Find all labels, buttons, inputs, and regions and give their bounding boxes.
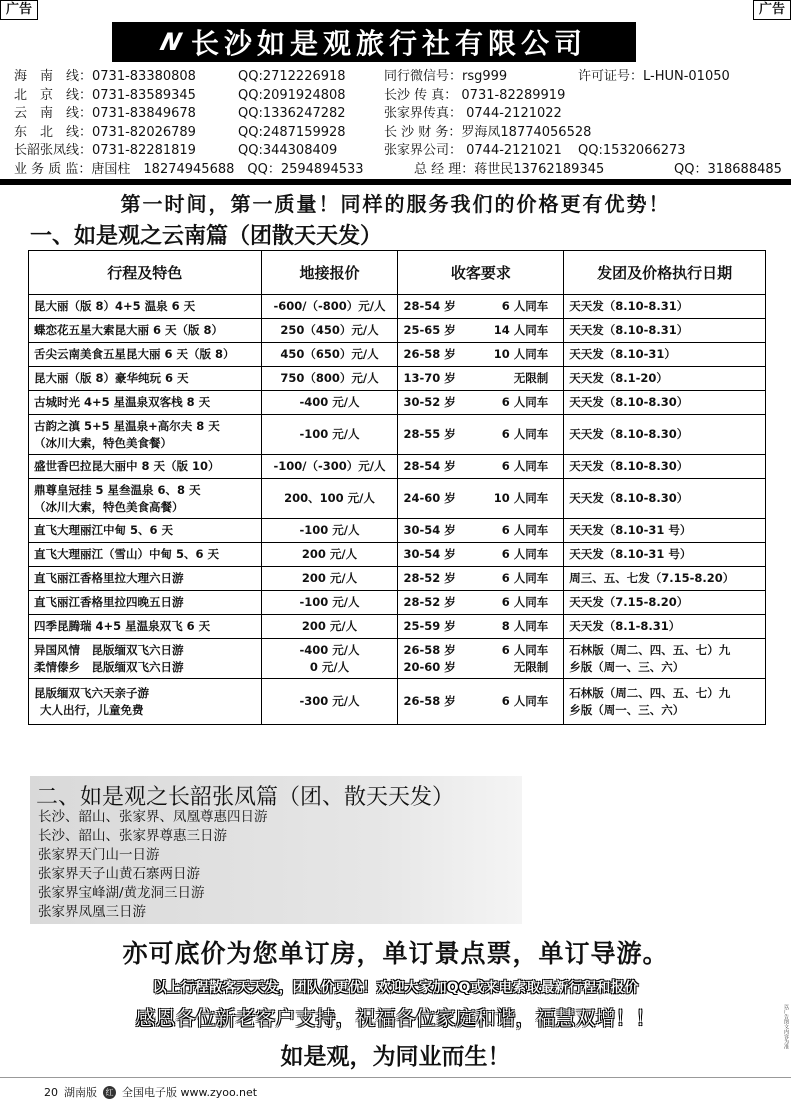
promo-motto: 如是观，为同业而生！	[280, 1043, 511, 1070]
table-row	[29, 367, 766, 391]
ad-tag-right: 广告	[753, 0, 791, 20]
contact-extra: 张家界传真： 0744-2121022	[384, 106, 562, 121]
divider-bar	[0, 179, 791, 185]
contact-qq-extra: QQ:1532066273	[578, 143, 686, 158]
trip-price: -100 元/人	[261, 591, 398, 615]
general-manager-qq: QQ：318688485	[674, 161, 782, 177]
date-line: 石林版（周二、四、五、七）九	[569, 642, 731, 657]
group-size: 6 人同车	[501, 299, 549, 313]
column-header: 地接报价	[261, 251, 398, 295]
section2-list	[38, 808, 268, 922]
trip-price: 250（450）元/人	[261, 319, 398, 343]
edition-label: 湖南版	[64, 1086, 97, 1099]
date-line: 乡版（周一、三、六）	[569, 702, 685, 717]
trip-date	[564, 639, 766, 679]
age-range: 24-60 岁	[403, 491, 456, 505]
contact-row	[14, 142, 784, 161]
contact-row	[14, 105, 784, 124]
trip-name: 昆大丽（版 8）豪华纯玩 6 天	[29, 367, 262, 391]
group-size: 8 人同车	[501, 619, 549, 633]
trip-requirement	[398, 591, 564, 615]
table-row	[29, 543, 766, 567]
trip-name-line: 昆版缅双飞六天亲子游	[34, 685, 149, 700]
list-item: 张家界宝峰湖/黄龙洞三日游	[38, 885, 205, 901]
promo-notice: 以上行程散客天天发，团队价更优！欢迎大家加QQ或来电索取最新行程和报价	[152, 980, 639, 996]
age-range: 28-52 岁	[403, 571, 456, 585]
group-size: 14 人同车	[493, 323, 549, 337]
age-range: 28-54 岁	[403, 459, 456, 473]
table-row	[29, 455, 766, 479]
contact-extra: 长 沙 财 务：罗海凤18774056528	[384, 124, 592, 140]
section2-title: 二、如是观之长韶张凤篇（团、散天天发）	[36, 785, 455, 810]
trip-price: -300 元/人	[261, 679, 398, 725]
section1-title: 一、如是观之云南篇（团散天天发）	[30, 224, 383, 249]
trip-price: 750（800）元/人	[261, 367, 398, 391]
contact-line: 海 南 线：0731-83380808	[14, 69, 196, 84]
promo-headline: 亦可底价为您单订房，单订景点票，单订导游。	[122, 939, 669, 968]
contact-line: 北 京 线：0731-83589345	[14, 87, 196, 103]
table-row	[29, 591, 766, 615]
quality-supervisor: 业 务 质 监：唐国柱 18274945688 QQ：2594894533	[14, 161, 364, 177]
contact-extra: 长沙 传 真： 0731-82289919	[384, 87, 566, 103]
table-row	[29, 519, 766, 543]
age-range: 28-54 岁	[403, 299, 456, 313]
age-range: 30-54 岁	[403, 523, 456, 537]
trip-requirement	[398, 367, 564, 391]
contact-line: 长韶张凤线：0731-82281819	[14, 143, 196, 158]
trip-name	[29, 639, 262, 679]
trip-price: -100 元/人	[261, 519, 398, 543]
trip-date: 天天发（8.10-8.30）	[564, 391, 766, 415]
trip-date: 天天发（8.1-8.31）	[564, 615, 766, 639]
trip-price: -100/（-300）元/人	[261, 455, 398, 479]
table-row	[29, 679, 766, 725]
age-range: 26-58 岁	[403, 694, 456, 708]
trip-name	[29, 679, 262, 725]
trip-name-line: （冰川大索，特色美食餐）	[34, 435, 172, 450]
trip-price: 200、100 元/人	[261, 479, 398, 519]
trip-requirement	[398, 455, 564, 479]
list-item: 张家界凤凰三日游	[38, 904, 146, 920]
contact-license: 许可证号：L-HUN-01050	[578, 69, 730, 84]
contact-qq: QQ:1336247282	[238, 106, 346, 121]
trip-name-line: 柔情傣乡 昆版缅双飞六日游	[34, 659, 184, 674]
company-name: 长沙如是观旅行社有限公司	[191, 27, 588, 60]
age-range: 26-58 岁	[403, 642, 456, 657]
trip-price: -400 元/人	[261, 391, 398, 415]
supervisor-row	[14, 161, 784, 180]
trip-price: 200 元/人	[261, 567, 398, 591]
table-row	[29, 615, 766, 639]
contact-extra: 同行微信号：rsg999	[384, 69, 508, 84]
contact-block	[14, 68, 784, 179]
general-manager: 总 经 理：蒋世民13762189345	[414, 161, 605, 177]
tour-price-table	[28, 250, 766, 725]
trip-date: 周三、五、七发（7.15-8.20）	[564, 567, 766, 591]
contact-qq: QQ:2712226918	[238, 69, 346, 84]
age-range: 26-58 岁	[403, 347, 456, 361]
price-line: 0 元/人	[309, 659, 350, 674]
trip-name: 蝶恋花五星大索昆大丽 6 天（版 8）	[29, 319, 262, 343]
column-header: 行程及特色	[29, 251, 262, 295]
trip-requirement	[398, 479, 564, 519]
trip-date: 天天发（8.10-8.30）	[564, 479, 766, 519]
age-range: 30-52 岁	[403, 395, 456, 409]
trip-name: 直飞大理丽江（雪山）中甸 5、6 天	[29, 543, 262, 567]
group-size: 6 人同车	[501, 395, 549, 409]
promo-thanks: 感恩各位新老客户支持，祝福各位家庭和谐，福慧双增！！	[135, 1006, 656, 1030]
group-size: 6 人同车	[501, 571, 549, 585]
trip-date: 天天发（8.10-8.31）	[564, 319, 766, 343]
page-footer	[44, 1084, 257, 1100]
price-line: -400 元/人	[299, 642, 360, 657]
trip-requirement	[398, 343, 564, 367]
contact-line: 东 北 线：0731-82026789	[14, 124, 196, 140]
trip-requirement	[398, 415, 564, 455]
trip-name: 昆大丽（版 8）4+5 温泉 6 天	[29, 295, 262, 319]
trip-date: 天天发（8.10-8.30）	[564, 415, 766, 455]
trip-name-line: 古韵之滇 5+5 星温泉+高尔夫 8 天	[34, 418, 220, 433]
contact-row	[14, 68, 784, 87]
trip-requirement	[398, 615, 564, 639]
trip-requirement	[398, 319, 564, 343]
trip-requirement	[398, 519, 564, 543]
column-header: 收客要求	[398, 251, 564, 295]
trip-price	[261, 639, 398, 679]
trip-date	[564, 679, 766, 725]
age-range: 20-60 岁	[403, 659, 456, 674]
page-number: 20	[44, 1085, 58, 1099]
trip-name: 盛世香巴拉昆大丽中 8 天（版 10）	[29, 455, 262, 479]
trip-name-line: 大人出行，儿童免费	[40, 702, 144, 717]
trip-name: 直飞大理丽江中甸 5、6 天	[29, 519, 262, 543]
contact-qq: QQ:344308409	[238, 143, 338, 158]
date-line: 石林版（周二、四、五、七）九	[569, 685, 731, 700]
company-banner	[112, 22, 636, 62]
trip-name-line: 异国风情 昆版缅双飞六日游	[34, 642, 184, 657]
age-range: 28-52 岁	[403, 595, 456, 609]
trip-price: 200 元/人	[261, 615, 398, 639]
trip-requirement	[398, 295, 564, 319]
list-item: 张家界天子山黄石寨两日游	[38, 866, 200, 882]
table-row	[29, 479, 766, 519]
trip-date: 天天发（8.10-31 号）	[564, 519, 766, 543]
table-row	[29, 319, 766, 343]
group-size: 无限制	[513, 371, 549, 385]
trip-requirement	[398, 391, 564, 415]
table-row	[29, 639, 766, 679]
contact-extra: 张家界公司： 0744-2121021	[384, 143, 562, 158]
trip-date: 天天发（8.1-20）	[564, 367, 766, 391]
group-size: 10 人同车	[493, 491, 549, 505]
trip-name: 四季昆腾瑞 4+5 星温泉双飞 6 天	[29, 615, 262, 639]
age-range: 30-54 岁	[403, 547, 456, 561]
slogan: 第一时间，第一质量！同样的服务我们的价格更有优势！	[120, 192, 671, 216]
trip-requirement	[398, 543, 564, 567]
edition-badge-icon: 红	[103, 1086, 116, 1099]
table-header-row	[29, 251, 766, 295]
contact-line: 云 南 线：0731-83849678	[14, 106, 196, 121]
trip-requirement	[398, 639, 564, 679]
trip-name	[29, 415, 262, 455]
contact-row	[14, 87, 784, 106]
trip-requirement	[398, 679, 564, 725]
group-size: 6 人同车	[501, 642, 549, 657]
trip-date: 天天发（8.10-8.30）	[564, 455, 766, 479]
trip-price: 200 元/人	[261, 543, 398, 567]
column-header: 发团及价格执行日期	[564, 251, 766, 295]
table-row	[29, 415, 766, 455]
trip-name: 舌尖云南美食五星昆大丽 6 天（版 8）	[29, 343, 262, 367]
table-row	[29, 295, 766, 319]
group-size: 6 人同车	[501, 595, 549, 609]
group-size: 10 人同车	[493, 347, 549, 361]
age-range: 25-65 岁	[403, 323, 456, 337]
trip-price: -600/（-800）元/人	[261, 295, 398, 319]
age-range: 25-59 岁	[403, 619, 456, 633]
trip-price: 450（650）元/人	[261, 343, 398, 367]
list-item: 长沙、韶山、张家界、凤凰尊惠四日游	[38, 809, 268, 825]
ad-tag-left: 广告	[0, 0, 38, 20]
trip-date: 天天发（8.10-31 号）	[564, 543, 766, 567]
trip-date: 天天发（7.15-8.20）	[564, 591, 766, 615]
trip-name-line: （冰川大索，特色美食高餐）	[34, 499, 184, 514]
footer-divider	[0, 1077, 791, 1078]
list-item: 长沙、韶山、张家界尊惠三日游	[38, 828, 227, 844]
date-line: 乡版（周一、三、六）	[569, 659, 685, 674]
trip-name	[29, 479, 262, 519]
age-range: 13-70 岁	[403, 371, 456, 385]
contact-qq: QQ:2487159928	[238, 124, 346, 140]
trip-date: 天天发（8.10-31）	[564, 343, 766, 367]
trip-name: 直飞丽江香格里拉四晚五日游	[29, 591, 262, 615]
trip-name: 古城时光 4+5 星温泉双客栈 8 天	[29, 391, 262, 415]
trip-price: -100 元/人	[261, 415, 398, 455]
group-size: 6 人同车	[501, 427, 549, 441]
website-link[interactable]: 全国电子版 www.zyoo.net	[122, 1086, 258, 1099]
age-range: 28-55 岁	[403, 427, 456, 441]
trip-name: 直飞丽江香格里拉大理六日游	[29, 567, 262, 591]
group-size: 6 人同车	[501, 694, 549, 708]
group-size: 6 人同车	[501, 523, 549, 537]
contact-qq: QQ:2091924808	[238, 87, 346, 103]
trip-requirement	[398, 567, 564, 591]
trip-name-line: 鼎尊皇冠挂 5 星叁温泉 6、8 天	[34, 482, 201, 497]
contact-row	[14, 124, 784, 143]
group-size: 无限制	[513, 659, 549, 674]
table-row	[29, 567, 766, 591]
trip-date: 天天发（8.10-8.31）	[564, 295, 766, 319]
group-size: 6 人同车	[501, 547, 549, 561]
company-logo-icon: N	[157, 28, 185, 56]
table-row	[29, 391, 766, 415]
side-note: 以广告图文内容为准	[783, 1004, 789, 1049]
group-size: 6 人同车	[501, 459, 549, 473]
table-row	[29, 343, 766, 367]
list-item: 张家界天门山一日游	[38, 847, 160, 863]
